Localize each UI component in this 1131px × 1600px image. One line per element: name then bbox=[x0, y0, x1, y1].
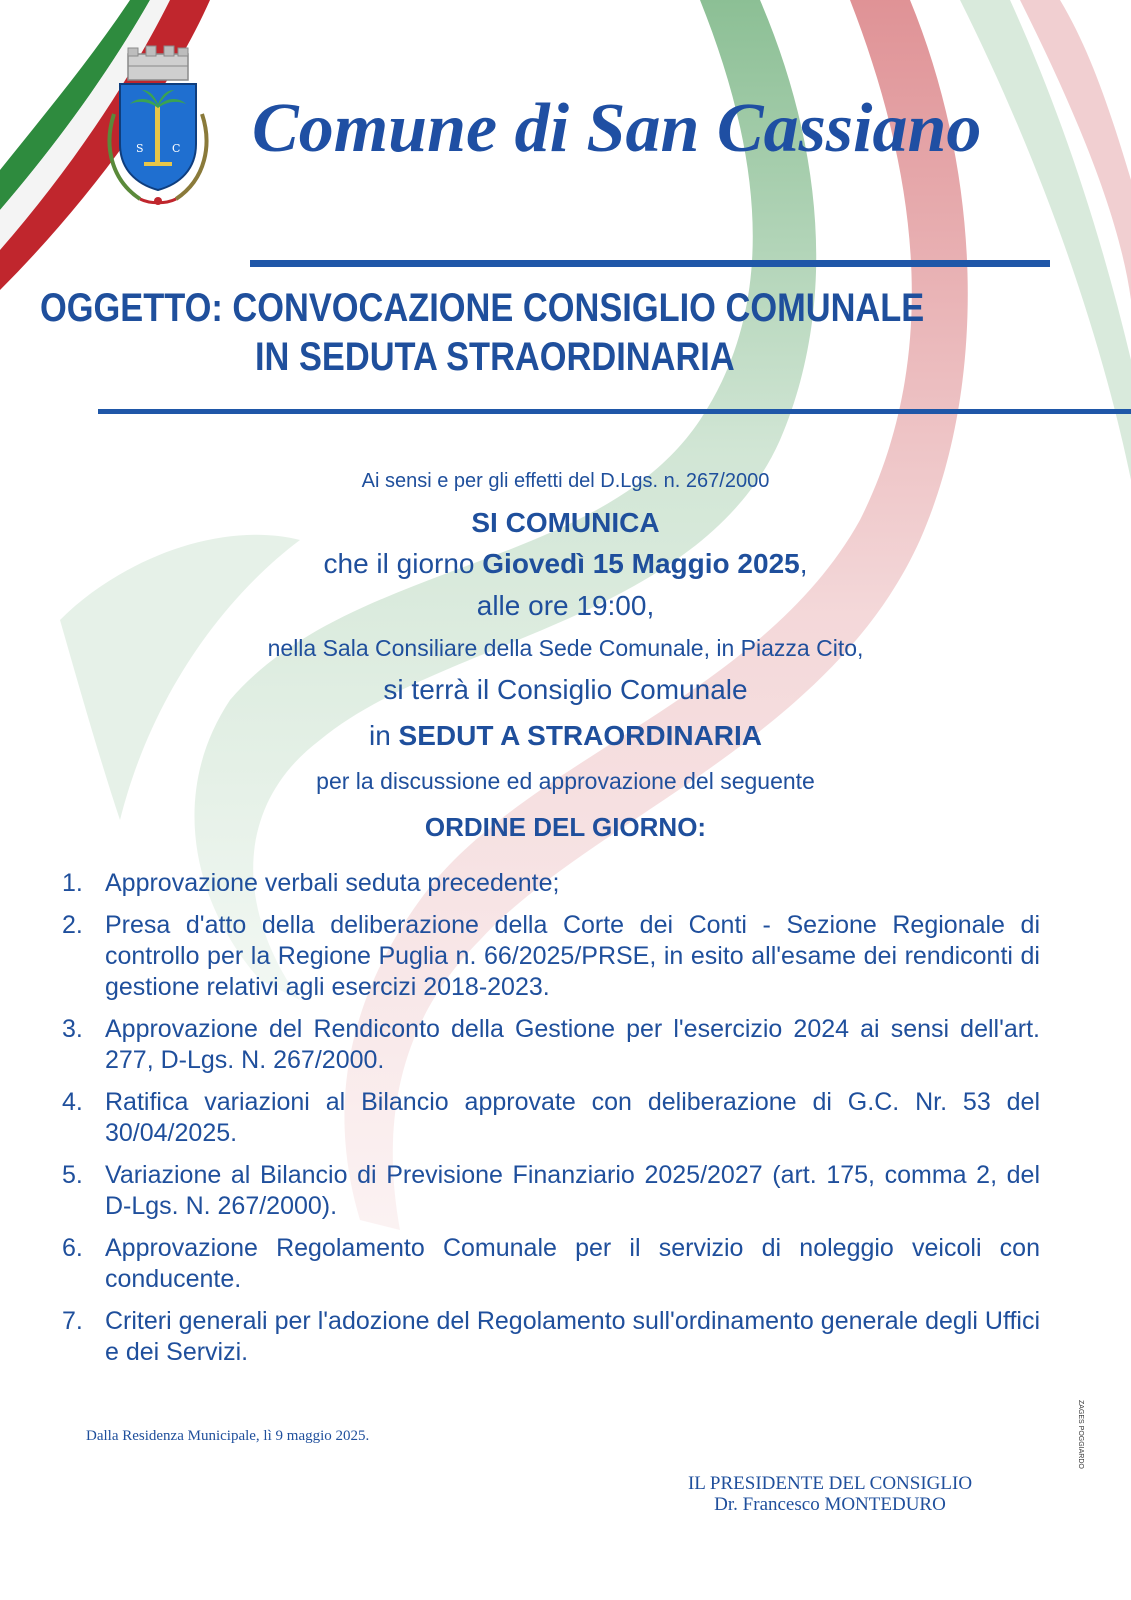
subject-rule bbox=[98, 409, 1131, 414]
agenda-item bbox=[62, 1014, 1040, 1076]
agenda-item-number: 4. bbox=[62, 1088, 83, 1116]
si-comunica-heading: SI COMUNICA bbox=[471, 507, 660, 538]
comune-title: Comune di San Cassiano bbox=[252, 90, 982, 167]
agenda-item bbox=[62, 1306, 1040, 1368]
session-prefix: in bbox=[368, 720, 399, 751]
subject-line-2: IN SEDUTA STRAORDINARIA bbox=[255, 335, 735, 379]
agenda-item-number: 1. bbox=[62, 869, 83, 897]
header-rule bbox=[250, 260, 1050, 267]
agenda-item bbox=[62, 1087, 1040, 1149]
issue-date: Dalla Residenza Municipale, lì 9 maggio 2025. bbox=[86, 1428, 370, 1444]
agenda-item-number: 5. bbox=[62, 1161, 83, 1189]
agenda-item bbox=[62, 1160, 1040, 1222]
svg-text:C: C bbox=[172, 142, 181, 155]
agenda-item-text: Criteri generali per l'adozione del Regolamento sull'ordinamento generale degli Uffici e dei Servizi. bbox=[105, 1307, 1040, 1366]
agenda-item-number: 6. bbox=[62, 1234, 83, 1262]
session-type-line bbox=[0, 712, 1131, 760]
legal-reference: Ai sensi e per gli effetti del D.Lgs. n. 267/2000 bbox=[361, 470, 770, 492]
signature-role: IL PRESIDENTE DEL CONSIGLIO bbox=[687, 1473, 973, 1494]
date-suffix: , bbox=[799, 548, 808, 579]
council-line: si terrà il Consiglio Comunale bbox=[383, 674, 748, 705]
meeting-date: Giovedì 15 Maggio 2025 bbox=[482, 548, 800, 579]
date-prefix: che il giorno bbox=[323, 548, 483, 579]
agenda-heading: ORDINE DEL GIORNO: bbox=[424, 812, 707, 842]
signature-name: Dr. Francesco MONTEDURO bbox=[714, 1494, 946, 1515]
meeting-place: nella Sala Consiliare della Sede Comunale, in Piazza Cito, bbox=[267, 635, 864, 661]
agenda-item-text: Approvazione Regolamento Comunale per il servizio di noleggio veicoli con conducente. bbox=[105, 1234, 1040, 1293]
agenda-item-text: Presa d'atto della deliberazione della Corte dei Conti - Sezione Regionale di controllo per la Regione Puglia n. 66/2025/PRSE, in esito all'esame dei rendiconti di gestione relativi agli esercizi 2018-2023. bbox=[105, 911, 1040, 1001]
session-type: SEDUT A STRAORDINARIA bbox=[398, 720, 763, 751]
meeting-date-line bbox=[0, 544, 1131, 584]
agenda-item-text: Variazione al Bilancio di Previsione Finanziario 2025/2027 (art. 175, comma 2, del D-Lgs. N. 267/2000). bbox=[105, 1161, 1040, 1220]
discussion-line: per la discussione ed approvazione del seguente bbox=[316, 768, 815, 794]
printer-credit: ZAGES POGGIARDO bbox=[1077, 1400, 1084, 1469]
agenda-item-text: Ratifica variazioni al Bilancio approvate con deliberazione di G.C. Nr. 53 del 30/04/2025. bbox=[105, 1088, 1040, 1147]
agenda-item bbox=[62, 1233, 1040, 1295]
comune-crest-icon bbox=[100, 44, 216, 210]
svg-text:S: S bbox=[136, 142, 144, 155]
subject-line-1: OGGETTO: CONVOCAZIONE CONSIGLIO COMUNALE bbox=[40, 286, 925, 330]
subject-heading bbox=[40, 284, 1100, 382]
agenda-item-text: Approvazione del Rendiconto della Gestione per l'esercizio 2024 ai sensi dell'art. 277, D-Lgs. N. 267/2000. bbox=[105, 1015, 1040, 1074]
agenda-item-number: 3. bbox=[62, 1015, 83, 1043]
agenda-item-number: 7. bbox=[62, 1307, 83, 1335]
signature-block bbox=[650, 1473, 1010, 1515]
meeting-time: alle ore 19:00, bbox=[476, 590, 655, 621]
agenda-item-number: 2. bbox=[62, 911, 83, 939]
notice-block bbox=[0, 460, 1131, 852]
agenda-item bbox=[62, 910, 1040, 1003]
agenda-item-text: Approvazione verbali seduta precedente; bbox=[105, 869, 560, 897]
agenda-item bbox=[62, 868, 1040, 899]
agenda-list bbox=[62, 868, 1040, 1379]
